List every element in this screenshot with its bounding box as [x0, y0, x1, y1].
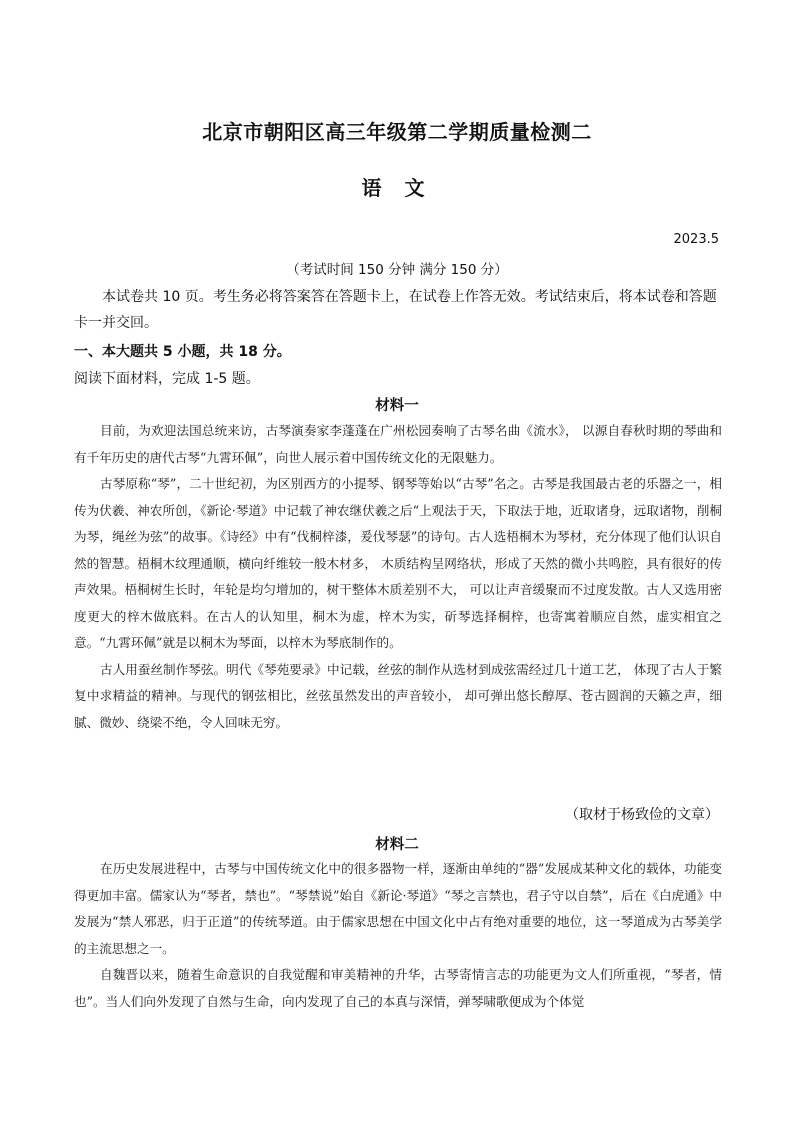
material1-title: 材料一 — [375, 398, 419, 414]
subject-title: 语 文 — [361, 176, 433, 200]
material2-title: 材料二 — [375, 837, 419, 853]
material1-source: （取材于杨致俭的文章） — [565, 807, 719, 823]
material1-body — [74, 418, 722, 736]
section-heading: 一、本大题共 5 小题，共 18 分。 — [74, 344, 291, 360]
material1-paragraph: 古人用蚕丝制作琴弦。明代《琴苑要录》中记载，丝弦的制作从选材到成弦需经过几十道工艺， 体现了古人于繁复中求精益的精神。与现代的钢弦相比，丝弦虽然发出的声音较小， 却可弹出悠长醇厚、苍古圆润的天籁之声，细腻、微妙、绕梁不绝，令人回味无穷。 — [74, 661, 722, 730]
section-instruction: 阅读下面材料，完成 1-5 题。 — [74, 371, 260, 387]
material1-paragraph: 古琴原称“琴”，二十世纪初，为区别西方的小提琴、钢琴等始以“古琴”名之。古琴是我国最古老的乐器之一，相传为伏羲、神农所创，《新论·琴道》中记载了神农继伏羲之后“上观法于天，下取法于地，近取诸身，远取诸物，削桐为琴，绳丝为弦”的故事。《诗经》中有“伐桐梓漆，爰伐琴瑟”的诗句。古人选梧桐木为琴材，充分体现了他们认识自然的智慧。梧桐木纹理通顺，横向纤维较一般木材多， 木质结构呈网络状，形成了天然的微小共鸣腔，具有很好的传声效果。梧桐树生长时，年轮是均匀增加的，树干整体木质差别不大， 可以让声音缓聚而不过度发散。古人又选用密度更大的梓木做底料。在古人的认知里，桐木为虚，梓木为实，斫琴选择桐梓，也寄寓着顺应自然，虚实相宜之意。“九霄环佩”就是以桐木为琴面，以梓木为琴底制作的。 — [74, 476, 722, 650]
exam-date: 2023.5 — [673, 232, 719, 247]
page-title: 北京市朝阳区高三年级第二学期质量检测二 — [202, 120, 592, 144]
material2-paragraph: 在历史发展进程中，古琴与中国传统文化中的很多器物一样，逐渐由单纯的“器”发展成某种文化的载体，功能变得更加丰富。儒家认为“琴者，禁也”。“琴禁说”始自《新论·琴道》“琴之言禁也，君子守以自禁”，后在《白虎通》中发展为“禁人邪恶，归于正道”的传统琴道。由于儒家思想在中国文化中占有绝对重要的地位，这一琴道成为古琴美学的主流思想之一。 — [74, 861, 722, 956]
material1-paragraph: 目前，为欢迎法国总统来访，古琴演奏家李蓬蓬在广州松园奏响了古琴名曲《流水》， 以源自春秋时期的琴曲和有千年历史的唐代古琴“九霄环佩”，向世人展示着中国传统文化的无限魅力。 — [74, 423, 722, 465]
material2-paragraph: 自魏晋以来，随着生命意识的自我觉醒和审美精神的升华，古琴寄情言志的功能更为文人们所重视，“琴者，情也”。当人们向外发现了自然与生命，向内发现了自己的本真与深情，弹琴啸歌便成为个体觉 — [74, 967, 722, 1009]
exam-info: （考试时间 150 分钟 满分 150 分） — [286, 262, 508, 278]
material2-body — [74, 856, 722, 1015]
intro-paragraph: 本试卷共 10 页。考生务必将答案答在答题卡上，在试卷上作答无效。考试结束后，将本试卷和答题卡一并交回。 — [74, 289, 717, 331]
